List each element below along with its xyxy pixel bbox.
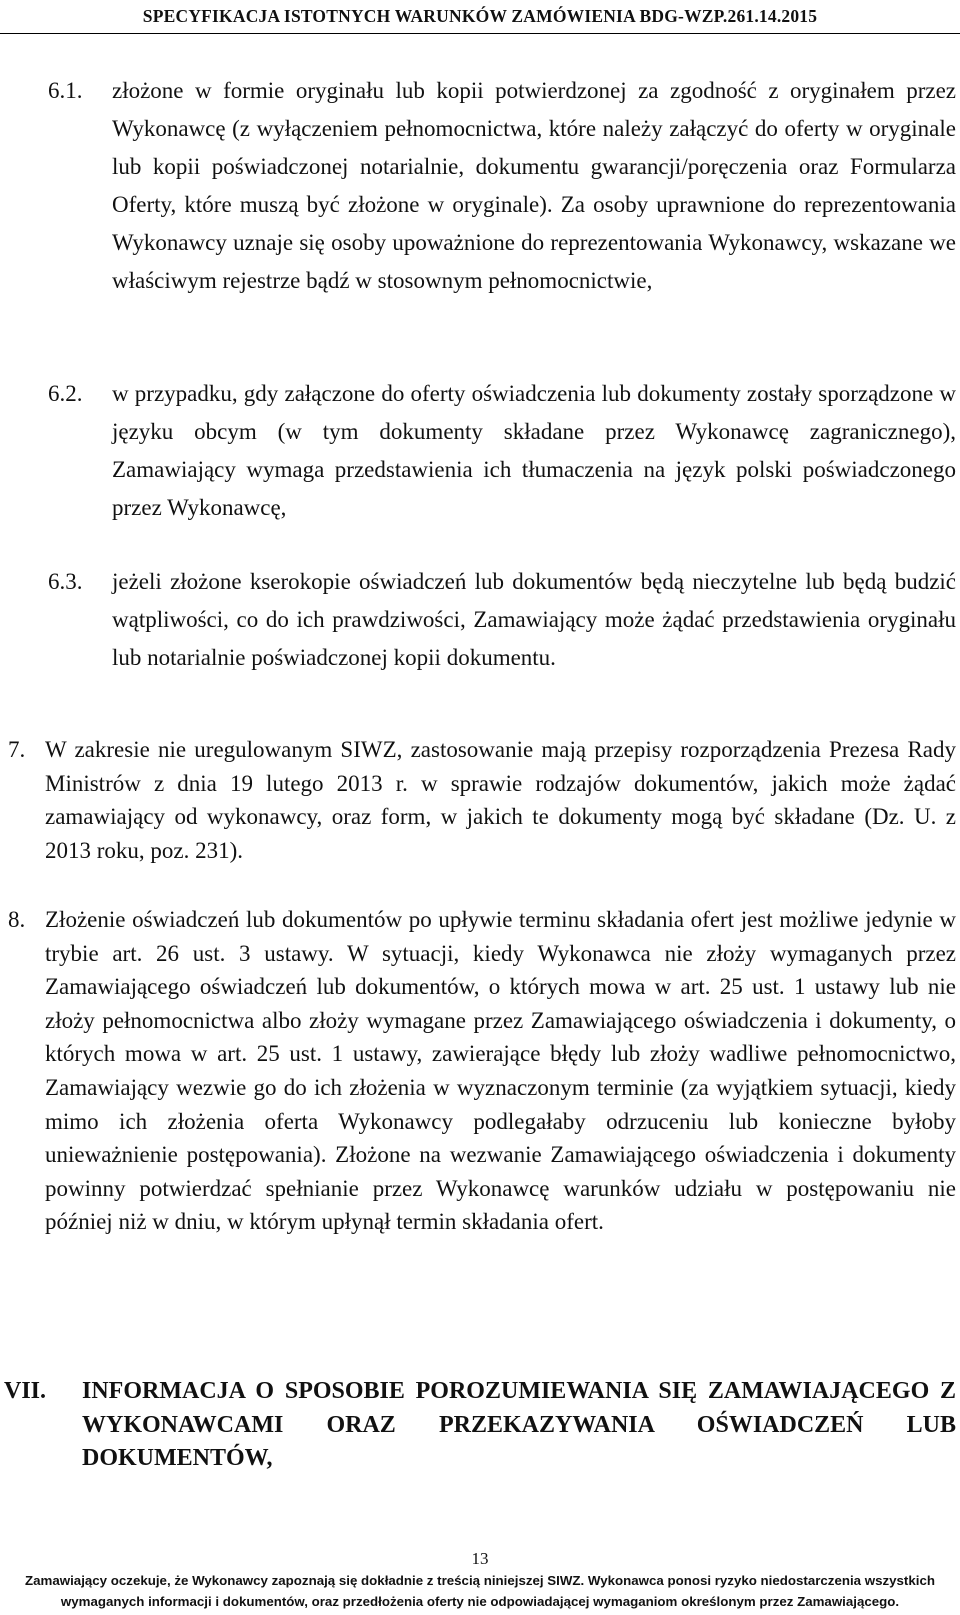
page-number: 13	[471, 1549, 489, 1568]
subpoint-text: jeżeli złożone kserokopie oświadczeń lub dokumentów będą nieczytelne lub będą budzić wątpliwości, co do ich prawdziwości, Zamawiający może żądać przedstawienia oryginału lub notarialnie poświadczonej kopii dokumentu.	[112, 569, 956, 670]
header-divider	[0, 33, 960, 34]
subpoint-6-2	[48, 375, 956, 527]
item-7	[8, 733, 956, 867]
footer-line-2: wymaganych informacji i dokumentów, oraz przedłożenia oferty nie odpowiadającej wymaganiom określonym przez Zamawiającego.	[60, 1594, 900, 1609]
item-number: 8.	[8, 907, 26, 932]
section-title: INFORMACJA O SPOSOBIE POROZUMIEWANIA SIĘ ZAMAWIAJĄCEGO Z WYKONAWCAMI ORAZ PRZEKAZYWANIA OŚWIADCZEŃ LUB DOKUMENTÓW,	[82, 1378, 956, 1472]
subpoint-6-3	[48, 563, 956, 677]
item-8	[8, 903, 956, 1239]
subpoint-6-1	[48, 72, 956, 300]
subpoint-number: 6.2.	[48, 381, 83, 406]
item-text: Złożenie oświadczeń lub dokumentów po upływie terminu składania ofert jest możliwe jedynie w trybie art. 26 ust. 3 ustawy. W sytuacji, kiedy Wykonawca nie złoży wymaganych przez Zamawiającego oświadczeń lub dokumentów, o których mowa w art. 25 ust. 1 ustawy lub nie złoży pełnomocnictwa albo złoży wymagane przez Zamawiającego oświadczenia i dokumenty, o których mowa w art. 25 ust. 1 ustawy, zawierające błędy lub złoży wadliwe pełnomocnictwo, Zamawiający wezwie go do ich złożenia w wyznaczonym terminie (za wyjątkiem sytuacji, kiedy mimo ich złożenia oferta Wykonawcy podlegałaby odrzuceniu lub konieczne byłoby unieważnienie postępowania). Złożone na wezwanie Zamawiającego oświadczenia i dokumenty powinny potwierdzać spełnianie przez Wykonawcę warunków udziału w postępowaniu nie później niż w dniu, w którym upłynął termin składania ofert.	[45, 907, 956, 1235]
subpoint-text: w przypadku, gdy załączone do oferty oświadczenia lub dokumenty zostały sporządzone w języku obcym (w tym dokumenty składane przez Wykonawcę zagranicznego), Zamawiający wymaga przedstawienia ich tłumaczenia na język polski poświadczonego przez Wykonawcę,	[112, 381, 956, 520]
subpoint-number: 6.3.	[48, 569, 83, 594]
section-heading-vii	[4, 1375, 956, 1476]
footer-line-1: Zamawiający oczekuje, że Wykonawcy zapoznają się dokładnie z treścią niniejszej SIWZ. Wykonawca ponosi ryzyko niedostarczenia wszystkich	[25, 1573, 935, 1588]
subpoint-number: 6.1.	[48, 78, 83, 103]
document-footer	[0, 1570, 960, 1612]
subpoint-text: złożone w formie oryginału lub kopii potwierdzonej za zgodność z oryginałem przez Wykonawcę (z wyłączeniem pełnomocnictwa, które należy załączyć do oferty w oryginale lub kopii poświadczonej notarialnie, dokumentu gwarancji/poręczenia oraz Formularza Oferty, które muszą być złożone w oryginale). Za osoby uprawnione do reprezentowania Wykonawcy uznaje się osoby upoważnione do reprezentowania Wykonawcy, wskazane we właściwym rejestrze bądź w stosownym pełnomocnictwie,	[112, 78, 956, 293]
item-number: 7.	[8, 737, 26, 762]
document-header: SPECYFIKACJA ISTOTNYCH WARUNKÓW ZAMÓWIENIA BDG-WZP.261.14.2015	[142, 6, 818, 26]
item-text: W zakresie nie uregulowanym SIWZ, zastosowanie mają przepisy rozporządzenia Prezesa Rady Ministrów z dnia 19 lutego 2013 r. w sprawie rodzajów dokumentów, jakich może żądać zamawiający od wykonawcy, oraz form, w jakich te dokumenty mogą być składane (Dz. U. z 2013 roku, poz. 231).	[45, 737, 956, 863]
section-number: VII.	[4, 1378, 47, 1404]
